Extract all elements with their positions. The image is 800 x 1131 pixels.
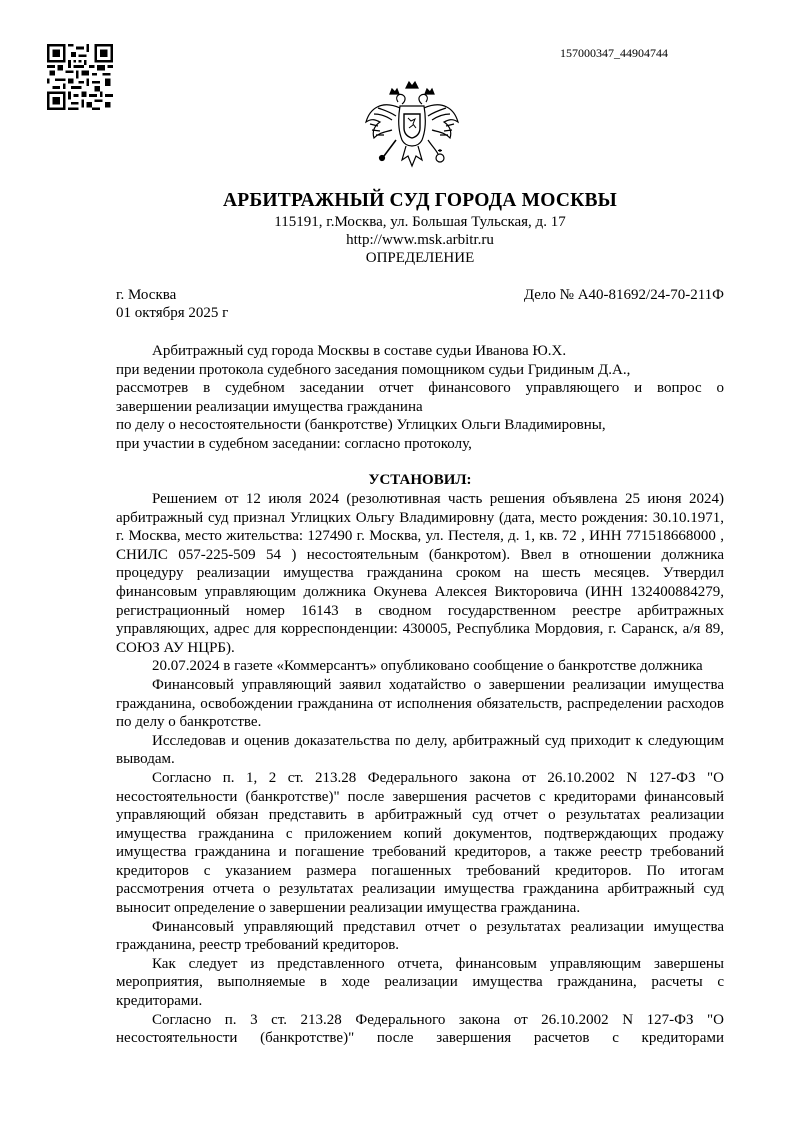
intro-line: по делу о несостоятельности (банкротстве) Углицких Ольги Владимировны,	[116, 417, 606, 434]
intro-line: рассмотрев в судебном заседании отчет финансового управляющего и вопрос о	[116, 380, 724, 397]
paragraph: Исследовав и оценив доказательства по делу, арбитражный суд приходит к следующим выводам.	[116, 732, 724, 768]
paragraph: Согласно п. 3 ст. 213.28 Федерального закона от 26.10.2002 N 127-ФЗ "О несостоятельности (банкротстве)" после завершения расчетов с кредиторами	[116, 1011, 724, 1047]
document-type: ОПРЕДЕЛЕНИЕ	[365, 250, 475, 266]
court-name: АРБИТРАЖНЫЙ СУД ГОРОДА МОСКВЫ	[222, 190, 618, 211]
body-text	[116, 490, 724, 1048]
qr-code	[47, 44, 113, 110]
intro-block	[116, 342, 724, 454]
intro-line: при участии в судебном заседании: согласно протоколу,	[116, 435, 472, 452]
paragraph: Согласно п. 1, 2 ст. 213.28 Федерального закона от 26.10.2002 N 127-ФЗ "О несостоятельности (банкротстве)" после завершения расчетов с кредиторами финансовый управляющий обязан представить в арбитражный суд отчет о результатах реализации имущества гражданина с приложением копий документов, подтверждающих продажу имущества гражданина и погашение требований кредиторов, а также реестр требований кредиторов с указанием размера погашенных требований кредиторов. По итогам рассмотрения отчета о результатах реализации имущества гражданина арбитражный суд выносит определение о завершении реализации имущества гражданина.	[116, 769, 724, 917]
paragraph: Финансовый управляющий заявил ходатайство о завершении реализации имущества гражданина, освобождении гражданина от исполнения обязательств, распределении расходов по делу о банкротстве.	[116, 676, 724, 731]
paragraph: Финансовый управляющий представил отчет о результатах реализации имущества гражданина, реестр требований кредиторов.	[116, 918, 724, 954]
court-website: http://www.msk.arbitr.ru	[346, 232, 494, 248]
intro-line: при ведении протокола судебного заседания помощником судьи Гридиным Д.А.,	[116, 361, 631, 378]
intro-line: Арбитражный суд города Москвы в составе судьи Иванова Ю.Х.	[152, 343, 567, 359]
decision-date: 01 октября 2025 г	[116, 305, 229, 321]
document-id: 157000347_44904744	[560, 46, 668, 60]
paragraph: Решением от 12 июля 2024 (резолютивная часть решения объявлена 25 июня 2024) арбитражный суд признал Углицких Ольгу Владимировну (дата, место рождения: 30.10.1971, г. Москва, место жительства: 127490 г. Москва, ул. Пестеля, д. 1, кв. 72 , ИНН 771518668000 , СНИЛС 057-225-509 54 ) несостоятельным (банкротом). Ввел в отношении должника процедуру реализации имущества гражданина сроком на шесть месяцев. Утвердил финансовым управляющим должника Окунева Алексея Викторовича (ИНН 132400884279, регистрационный номер 16143 в сводном государственном реестре арбитражных управляющих, адрес для корреспонденции: 430005, Республика Мордовия, г. Саранск, а/я 89, СОЮЗ АУ НЦРБ).	[116, 491, 724, 656]
city: г. Москва	[116, 287, 177, 303]
court-address: 115191, г.Москва, ул. Большая Тульская, д. 17	[274, 214, 566, 230]
intro-line: завершении реализации имущества гражданина	[116, 398, 423, 415]
paragraph: Как следует из представленного отчета, финансовым управляющим завершены мероприятия, выполняемые в ходе реализации имущества гражданина, расчеты с кредиторами.	[116, 955, 724, 1010]
case-number: Дело № А40-81692/24-70-211Ф	[523, 287, 724, 303]
paragraph: 20.07.2024 в газете «Коммерсантъ» опубликовано сообщение о банкротстве должника	[152, 658, 703, 675]
coat-of-arms-emblem	[362, 78, 462, 172]
section-title: УСТАНОВИЛ:	[368, 472, 472, 488]
